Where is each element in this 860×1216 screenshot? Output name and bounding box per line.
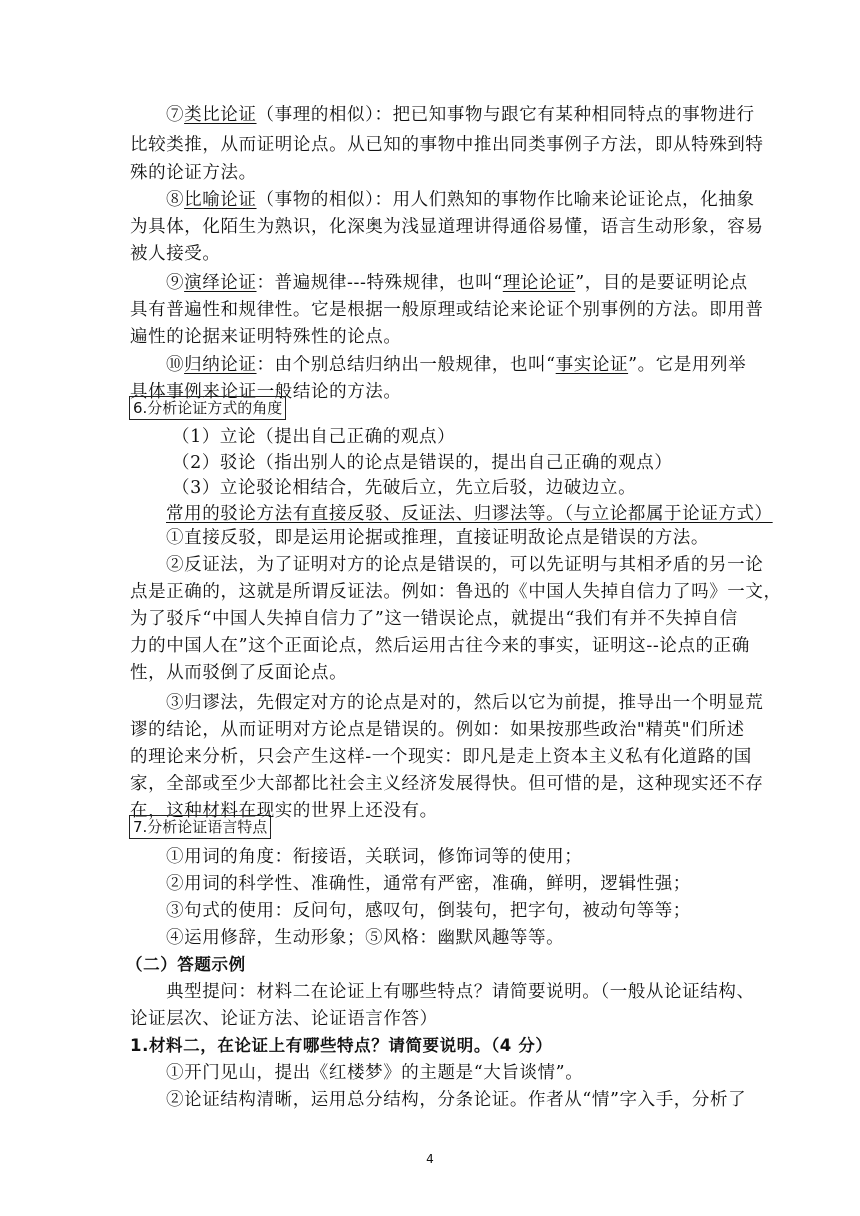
absurdum-line: 家，全部或至少大部都比社会主义经济发展得快。但可惜的是，这种现实还不存 (130, 774, 764, 794)
induction-line-2: 具体事例来论证一般结论的方法。 (130, 382, 402, 402)
absurdum-line: ③归谬法，先假定对方的论点是对的，然后以它为前提，推导出一个明显荒 (166, 693, 764, 713)
absurdum-line: 谬的结论，从而证明对方论点是错误的。例如：如果按那些政治"精英"们所述 (130, 720, 745, 740)
induction-line-1: ⑩归纳论证：由个别总结归纳出一般规律，也叫“事实论证”。它是用列举 (166, 355, 747, 375)
analogy-line-3: 殊的论证方法。 (130, 163, 257, 183)
term-theory: 理论论证 (502, 273, 576, 293)
reductio-line: 力的中国人在”这个正面论点，然后运用古往今来的事实，证明这--论点的正确 (130, 636, 750, 656)
way-item: （3）立论驳论相结合，先破后立，先立后驳，边破边立。 (172, 478, 637, 498)
term-deduction: 演绎论证 (184, 273, 257, 293)
language-item: ③句式的使用：反问句，感叹句，倒装句，把字句，被动句等等； (166, 901, 691, 921)
typical-question-line: 典型提问：材料二在论证上有哪些特点？请简要说明。（一般从论证结构、 (166, 982, 755, 1002)
absurdum-line: 的理论来分析，只会产生这样-一个现实：即凡是走上资本主义私有化道路的国 (130, 747, 752, 767)
language-item: ④运用修辞，生动形象；⑤风格：幽默风趣等等。 (166, 928, 565, 948)
deduction-line-1: ⑨演绎论证：普遍规律---特殊规律，也叫“理论论证”，目的是要证明论点 (166, 273, 748, 293)
term-fact: 事实论证 (555, 355, 629, 375)
page-number: 4 (426, 1152, 434, 1166)
language-item: ②用词的科学性、准确性，通常有严密，准确，鲜明，逻辑性强； (166, 874, 691, 894)
metaphor-line-3: 被人接受。 (130, 244, 221, 264)
heading-language-features: 7.分析论证语言特点 (129, 815, 271, 839)
term-analogy: 类比论证 (184, 105, 257, 125)
term-metaphor: 比喻论证 (184, 190, 257, 210)
direct-refute: ①直接反驳，即是运用论据或推理，直接证明敌论点是错误的方法。 (166, 528, 709, 548)
answer-line: ②论证结构清晰，运用总分结构，分条论证。作者从“情”字入手，分析了 (166, 1090, 747, 1110)
analogy-line-1: ⑦类比论证（事理的相似）：把已知事物与跟它有某种相同特点的事物进行 (166, 105, 755, 125)
metaphor-line-2: 为具体，化陌生为熟识，化深奥为浅显道理讲得通俗易懂，语言生动形象，容易 (130, 217, 764, 237)
heading-argument-ways: 6.分析论证方式的角度 (129, 396, 286, 420)
example-heading: （二）答题示例 (126, 955, 246, 974)
answer-line: ①开门见山，提出《红楼梦》的主题是“大旨谈情”。 (166, 1063, 584, 1083)
deduction-line-2: 具有普遍性和规律性。它是根据一般原理或结论来论证个别事例的方法。即用普 (130, 300, 764, 320)
reductio-line: ②反证法，为了证明对方的论点是错误的，可以先证明与其相矛盾的另一论 (166, 555, 764, 575)
reductio-line: 点是正确的，这就是所谓反证法。例如：鲁迅的《中国人失掉自信力了吗》一文， (130, 582, 782, 602)
reductio-line: 为了驳斥“中国人失掉自信力了”这一错误论点，就提出“我们有并不失掉自信 (130, 609, 738, 629)
analogy-line-2: 比较类推，从而证明论点。从已知的事物中推出同类事例子方法，即从特殊到特 (130, 135, 764, 155)
reductio-line: 性，从而驳倒了反面论点。 (130, 663, 348, 683)
deduction-line-3: 遍性的论据来证明特殊性的论点。 (130, 327, 402, 347)
term-induction: 归纳论证 (184, 355, 257, 375)
absurdum-line: 在，这种材料在现实的世界上还没有。 (130, 801, 438, 821)
way-item: （2）驳论（指出别人的论点是错误的，提出自己正确的观点） (172, 453, 673, 473)
metaphor-line-1: ⑧比喻论证（事物的相似）：用人们熟知的事物作比喻来论证论点，化抽象 (166, 190, 755, 210)
way-item: （1）立论（提出自己正确的观点） (172, 427, 456, 447)
refute-methods: 常用的驳论方法有直接反驳、反证法、归谬法等。（与立论都属于论证方式） (166, 504, 773, 524)
question-1: 1.材料二，在论证上有哪些特点？请简要说明。（4 分） (130, 1036, 553, 1055)
language-item: ①用词的角度：衔接语，关联词，修饰词等的使用； (166, 847, 583, 867)
typical-question-line: 论证层次、论证方法、论证语言作答） (130, 1009, 438, 1029)
